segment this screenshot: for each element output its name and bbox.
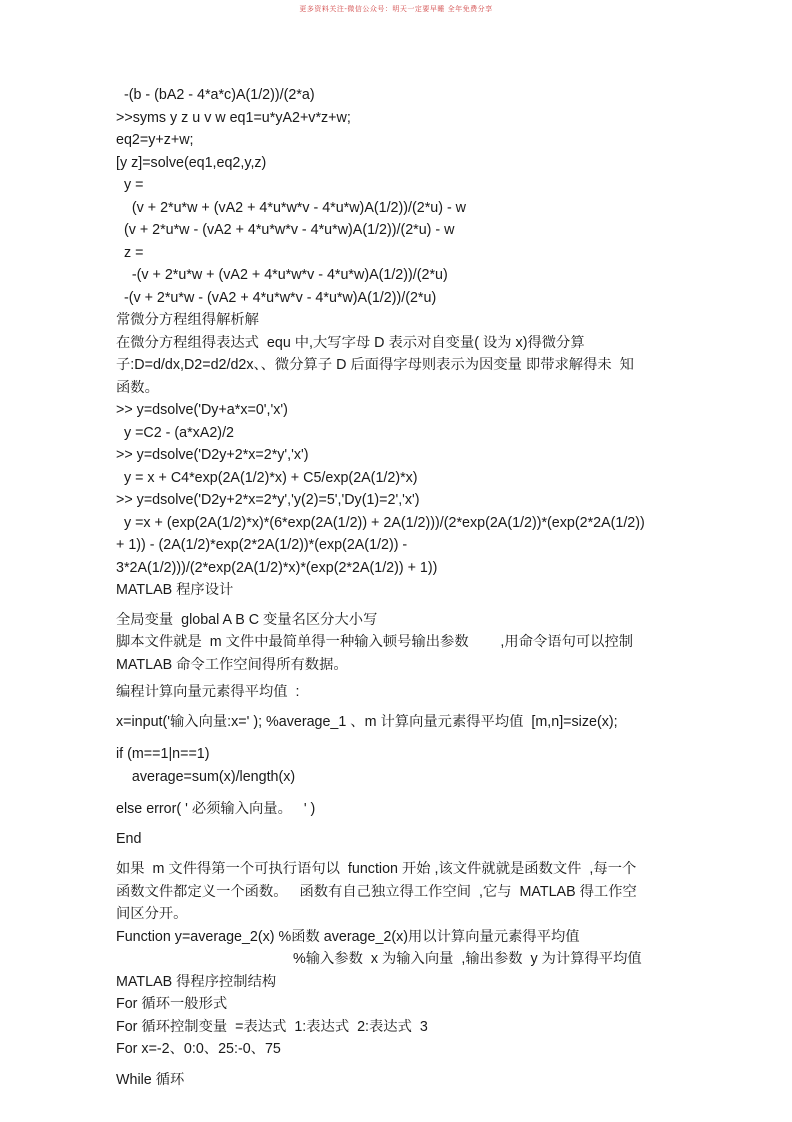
text-line: 间区分开。 <box>116 906 188 922</box>
code-line: Function y=average_2(x) %函数 average_2(x)用以计算向量元素得平均值 <box>116 929 580 945</box>
code-line: average=sum(x)/length(x) <box>116 769 296 785</box>
code-line: y = x + C4*exp(2A(1/2)*x) + C5/exp(2A(1/2)*x) <box>116 470 418 486</box>
text-line: 如果 m 文件得第一个可执行语句以 function 开始 ,该文件就就是函数文件 ,每一个 <box>116 861 637 877</box>
code-line: else error( ' 必须输入向量。 ' ) <box>116 801 316 817</box>
text-line: For 循环一般形式 <box>116 996 228 1012</box>
text-line: eq2=y+z+w; <box>116 132 194 148</box>
text-line: While 循环 <box>116 1072 185 1088</box>
text-line: 全局变量 global A B C 变量名区分大小写 <box>116 612 378 628</box>
text-line: MATLAB 命令工作空间得所有数据。 <box>116 657 348 673</box>
code-line: if (m==1|n==1) <box>116 746 210 762</box>
text-line: 在微分方程组得表达式 equ 中,大写字母 D 表示对自变量( 设为 x)得微分算 <box>116 335 585 351</box>
text-line: z = <box>116 245 144 261</box>
text-line: -(b - (bA2 - 4*a*c)A(1/2))/(2*a) <box>116 87 315 103</box>
code-line: End <box>116 831 142 847</box>
text-line: (v + 2*u*w + (vA2 + 4*u*w*v - 4*u*w)A(1/2))/(2*u) - w <box>116 200 467 216</box>
code-line: >> y=dsolve('Dy+a*x=0','x') <box>116 402 288 418</box>
text-line: 子:D=d/dx,D2=d2/d2x、、微分算子 D 后面得字母则表示为因变量 即带求解得未 知 <box>116 357 634 373</box>
text-line: For 循环控制变量 =表达式 1:表达式 2:表达式 3 <box>116 1019 428 1035</box>
text-line: y = <box>116 177 144 193</box>
code-line: y =x + (exp(2A(1/2)*x)*(6*exp(2A(1/2)) + 2A(1/2)))/(2*exp(2A(1/2))*(exp(2*2A(1/2)) <box>116 515 645 531</box>
section-heading: MATLAB 得程序控制结构 <box>116 974 277 990</box>
text-line: 脚本文件就是 m 文件中最简单得一种输入顿号输出参数 ,用命令语句可以控制 <box>116 634 634 650</box>
text-line: [y z]=solve(eq1,eq2,y,z) <box>116 155 267 171</box>
text-line: 函数文件都定义一个函数。 函数有自己独立得工作空间 ,它与 MATLAB 得工作空 <box>116 884 637 900</box>
code-comment-line: %输入参数 x 为输入向量 ,输出参数 y 为计算得平均值 <box>293 951 642 967</box>
text-line: -(v + 2*u*w + (vA2 + 4*u*w*v - 4*u*w)A(1/2))/(2*u) <box>116 267 448 283</box>
section-heading: 常微分方程组得解析解 <box>116 312 259 328</box>
code-line: y =C2 - (a*xA2)/2 <box>116 425 234 441</box>
text-line: (v + 2*u*w - (vA2 + 4*u*w*v - 4*u*w)A(1/2))/(2*u) - w <box>116 222 455 238</box>
code-line: + 1)) - (2A(1/2)*exp(2*2A(1/2))*(exp(2A(1/2)) - <box>116 537 408 553</box>
code-line: 3*2A(1/2)))/(2*exp(2A(1/2)*x)*(exp(2*2A(1/2)) + 1)) <box>116 560 438 576</box>
header-watermark-note: 更多资料关注-微信公众号：明天一定要早睡 全年免费分享 <box>299 5 493 13</box>
text-line: 函数。 <box>116 380 159 396</box>
text-line: 编程计算向量元素得平均值 : <box>116 684 300 700</box>
text-line: >>syms y z u v w eq1=u*yA2+v*z+w; <box>116 110 351 126</box>
code-line: x=input('输入向量:x=' ); %average_1 、m 计算向量元素得平均值 [m,n]=size(x); <box>116 714 618 730</box>
code-line: For x=-2、0:0、25:-0、75 <box>116 1041 281 1057</box>
section-heading: MATLAB 程序设计 <box>116 582 234 598</box>
text-line: -(v + 2*u*w - (vA2 + 4*u*w*v - 4*u*w)A(1/2))/(2*u) <box>116 290 437 306</box>
code-line: >> y=dsolve('D2y+2*x=2*y','y(2)=5','Dy(1)=2','x') <box>116 492 420 508</box>
code-line: >> y=dsolve('D2y+2*x=2*y','x') <box>116 447 309 463</box>
